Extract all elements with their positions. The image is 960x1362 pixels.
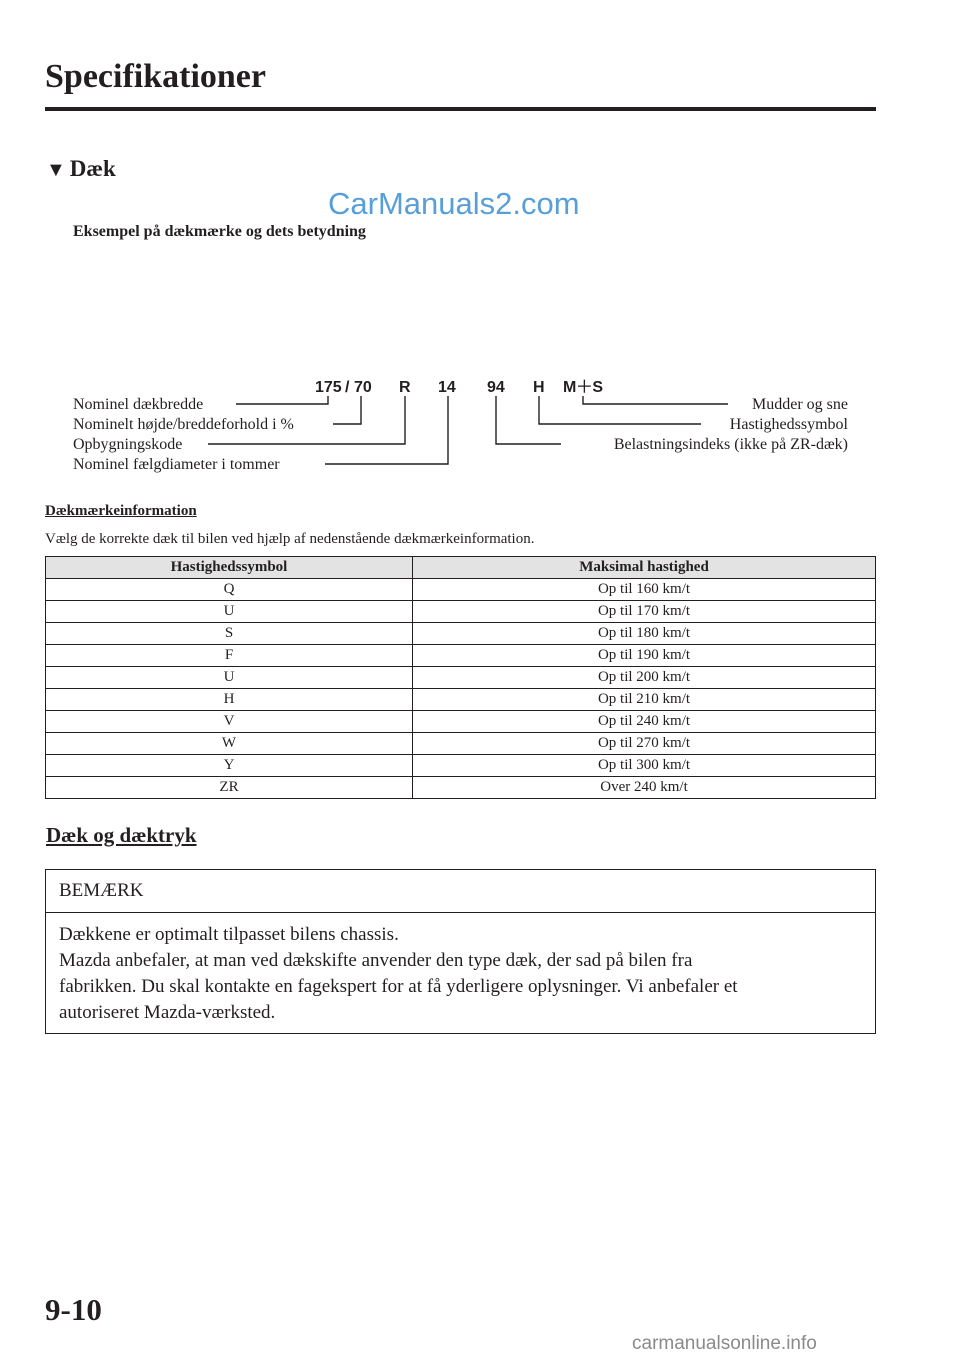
table-row: [46, 579, 876, 601]
code-rim: 14: [438, 379, 456, 396]
table-row: [46, 601, 876, 623]
header-divider: [45, 107, 876, 111]
table-cell: U: [46, 601, 413, 623]
table-cell: Op til 240 km/t: [413, 711, 876, 733]
notice-body: [46, 913, 875, 1026]
watermark-logo: CarManuals2.com: [328, 186, 580, 221]
table-cell: Q: [46, 579, 413, 601]
info-text: Vælg de korrekte dæk til bilen ved hjælp af nedenstående dækmærkeinformation.: [45, 531, 535, 547]
table-row: [46, 667, 876, 689]
table-cell: F: [46, 645, 413, 667]
notice-line: Dækkene er optimalt tilpasset bilens chassis.: [59, 924, 399, 945]
table-cell: Op til 170 km/t: [413, 601, 876, 623]
notice-line: Mazda anbefaler, at man ved dækskifte anvender den type dæk, der sad på bilen fra: [59, 950, 693, 971]
notice-title: BEMÆRK: [46, 870, 875, 913]
code-slash: /: [345, 379, 350, 396]
leader-width: [236, 396, 328, 404]
column-header: Hastighedssymbol: [46, 557, 413, 579]
label-ratio: Nominelt højde/breddeforhold i %: [73, 416, 294, 433]
table-cell: V: [46, 711, 413, 733]
code-width: 175: [315, 379, 342, 396]
label-rim: Nominel fælgdiameter i tommer: [73, 456, 280, 473]
section-heading: [46, 156, 116, 182]
label-load: Belastningsindeks (ikke på ZR-dæk): [613, 436, 848, 453]
table-cell: Op til 160 km/t: [413, 579, 876, 601]
notice-box: [45, 869, 876, 1034]
code-ms: M＋S: [563, 379, 604, 396]
label-ms: Mudder og sne: [752, 396, 848, 413]
leader-ms: [583, 396, 728, 404]
table-row: [46, 711, 876, 733]
subheading: Dæk og dæktryk: [46, 823, 197, 847]
site-watermark: carmanualsonline.info: [632, 1333, 817, 1354]
label-speed: Hastighedssymbol: [729, 416, 848, 433]
table-cell: Op til 190 km/t: [413, 645, 876, 667]
page-number: 9-10: [45, 1292, 102, 1327]
table-cell: Op til 200 km/t: [413, 667, 876, 689]
table-row: [46, 645, 876, 667]
tire-code-diagram: [0, 360, 960, 485]
leader-load: [496, 396, 561, 444]
table-row: [46, 733, 876, 755]
label-construction: Opbygningskode: [73, 436, 183, 453]
table-cell: Op til 270 km/t: [413, 733, 876, 755]
notice-line: fabrikken. Du skal kontakte en fagekspert for at få yderligere oplysninger. Vi anbefaler et: [59, 976, 738, 997]
table-cell: Op til 210 km/t: [413, 689, 876, 711]
table-cell: ZR: [46, 777, 413, 799]
table-cell: Over 240 km/t: [413, 777, 876, 799]
leader-speed: [539, 396, 701, 424]
info-heading: Dækmærkeinformation: [45, 503, 197, 519]
page-title: Specifikationer: [45, 58, 266, 95]
table-cell: H: [46, 689, 413, 711]
speed-table: [45, 556, 876, 799]
code-ratio: 70: [354, 379, 372, 396]
table-header-row: [46, 557, 876, 579]
table-cell: S: [46, 623, 413, 645]
table-row: [46, 689, 876, 711]
leader-ratio: [333, 396, 361, 424]
table-row: [46, 755, 876, 777]
leader-rim: [325, 396, 448, 464]
table-cell: Op til 180 km/t: [413, 623, 876, 645]
notice-line: autoriseret Mazda-værksted.: [59, 1002, 276, 1023]
code-load: 94: [487, 379, 505, 396]
table-cell: U: [46, 667, 413, 689]
triangle-marker-icon: ▼: [46, 159, 66, 181]
table-cell: Op til 300 km/t: [413, 755, 876, 777]
table-cell: Y: [46, 755, 413, 777]
table-row: [46, 777, 876, 799]
label-width: Nominel dækbredde: [73, 396, 204, 413]
code-speed: H: [533, 379, 545, 396]
table-cell: W: [46, 733, 413, 755]
column-header: Maksimal hastighed: [413, 557, 876, 579]
diagram-caption: Eksempel på dækmærke og dets betydning: [73, 223, 366, 240]
code-construction: R: [399, 379, 411, 396]
section-title: Dæk: [69, 156, 116, 181]
table-row: [46, 623, 876, 645]
